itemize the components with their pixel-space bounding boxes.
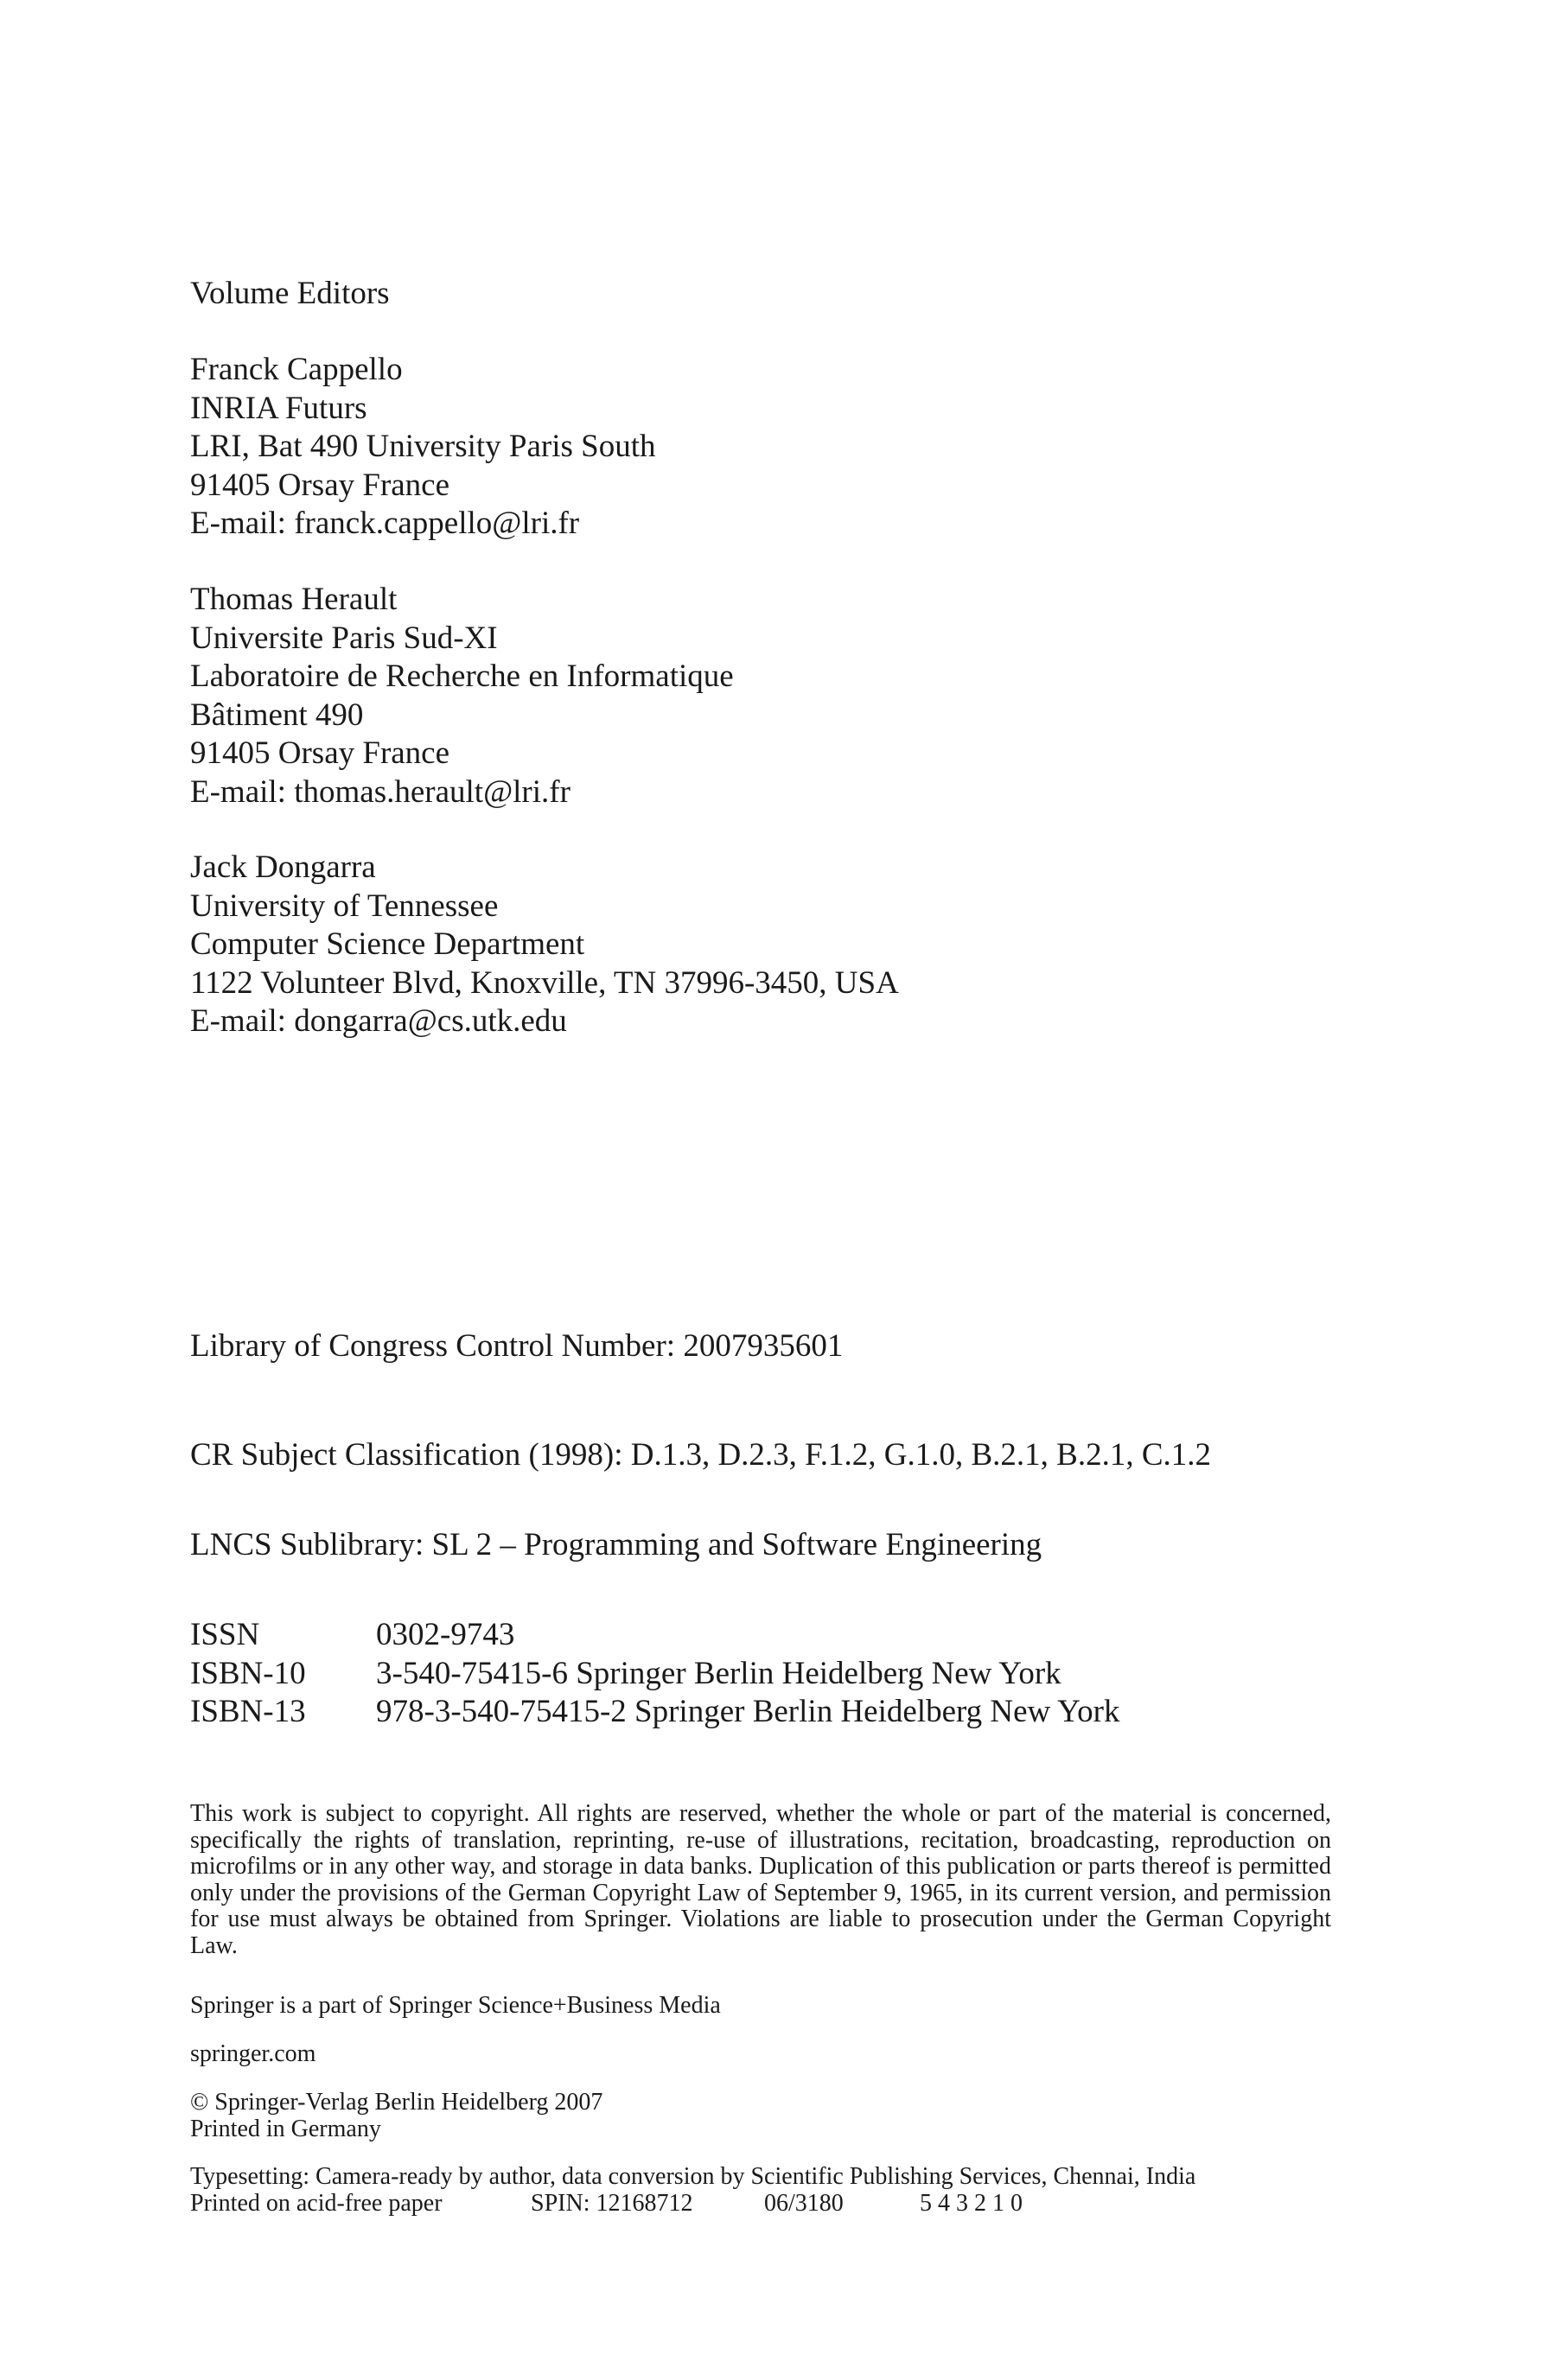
editor-department: Computer Science Department xyxy=(190,926,585,962)
lncs-sublibrary: LNCS Sublibrary: SL 2 – Programming and Software Engineering xyxy=(190,1527,1042,1562)
editor-city: 91405 Orsay France xyxy=(190,467,450,503)
editor-email: E-mail: thomas.herault@lri.fr xyxy=(190,773,571,810)
editor-affiliation: Universite Paris Sud-XI xyxy=(190,620,498,656)
identifier-key: ISBN-13 xyxy=(190,1694,306,1729)
isbn13-row xyxy=(190,1693,1119,1732)
printed-in-line: Printed in Germany xyxy=(190,2115,381,2142)
identifier-value: 3-540-75415-6 Springer Berlin Heidelberg New York xyxy=(376,1655,1061,1691)
editor-address: LRI, Bat 490 University Paris South xyxy=(190,429,656,464)
copyright-notice: This work is subject to copyright. All rights are reserved, whether the whole or part of the material is concerned, specifically the rights of translation, reprinting, re-use of illustrations, recitation, broadcasting, reproduction on microfilms or in any other way, and storage in data banks. Duplication of this publication or parts thereof is permitted only under the provisions of the German Copyright Law of September 9, 1965, in its current version, and permission for use must always be obtained from Springer. Violations are liable to prosecution under the German Copyright Law. xyxy=(190,1800,1331,1959)
volume-editors-heading: Volume Editors xyxy=(190,276,390,311)
website-link[interactable]: springer.com xyxy=(190,2040,316,2067)
identifier-value: 978-3-540-75415-2 Springer Berlin Heidelberg New York xyxy=(376,1694,1120,1729)
editor-name: Jack Dongarra xyxy=(190,850,376,885)
editor-building: Bâtiment 490 xyxy=(190,697,364,733)
editor-affiliation: University of Tennessee xyxy=(190,888,499,924)
typesetting-block xyxy=(190,2164,1331,2217)
print-run-numbers: 5 4 3 2 1 0 xyxy=(920,2189,1023,2217)
editor-address: 1122 Volunteer Blvd, Knoxville, TN 37996-3450, USA xyxy=(190,964,899,1001)
printed-on-paper: Printed on acid-free paper xyxy=(190,2189,443,2217)
springer-part-line: Springer is a part of Springer Science+Business Media xyxy=(190,1992,721,2019)
loc-control-number: Library of Congress Control Number: 2007935601 xyxy=(190,1328,844,1364)
spin-number: SPIN: 12168712 xyxy=(531,2189,693,2217)
copyright-block xyxy=(190,2090,1331,2142)
editor-email: E-mail: dongarra@cs.utk.edu xyxy=(190,1003,567,1039)
identifier-key: ISSN xyxy=(190,1617,260,1652)
editor-name: Franck Cappello xyxy=(190,352,403,387)
editor-name: Thomas Herault xyxy=(190,582,398,617)
issn-row xyxy=(190,1616,1119,1655)
isbn-table xyxy=(190,1616,1119,1732)
printing-info-row xyxy=(190,2191,1331,2218)
typesetting-line: Typesetting: Camera-ready by author, data conversion by Scientific Publishing Services, Chennai, India xyxy=(190,2163,1196,2190)
identifier-key: ISBN-10 xyxy=(190,1655,306,1691)
identifier-value: 0302-9743 xyxy=(376,1617,515,1652)
copyright-line: © Springer-Verlag Berlin Heidelberg 2007 xyxy=(190,2089,603,2116)
editor-affiliation: INRIA Futurs xyxy=(190,390,367,426)
editor-city: 91405 Orsay France xyxy=(190,735,450,771)
editor-block-dongarra xyxy=(190,849,899,1041)
editor-block-cappello xyxy=(190,351,656,544)
print-code: 06/3180 xyxy=(764,2189,844,2217)
editor-lab: Laboratoire de Recherche en Informatique xyxy=(190,659,734,694)
editor-email: E-mail: franck.cappello@lri.fr xyxy=(190,506,580,541)
editor-block-herault xyxy=(190,581,734,811)
cr-subject-classification: CR Subject Classification (1998): D.1.3, D.2.3, F.1.2, G.1.0, B.2.1, B.2.1, C.1.2 xyxy=(190,1437,1212,1473)
isbn10-row xyxy=(190,1655,1119,1694)
